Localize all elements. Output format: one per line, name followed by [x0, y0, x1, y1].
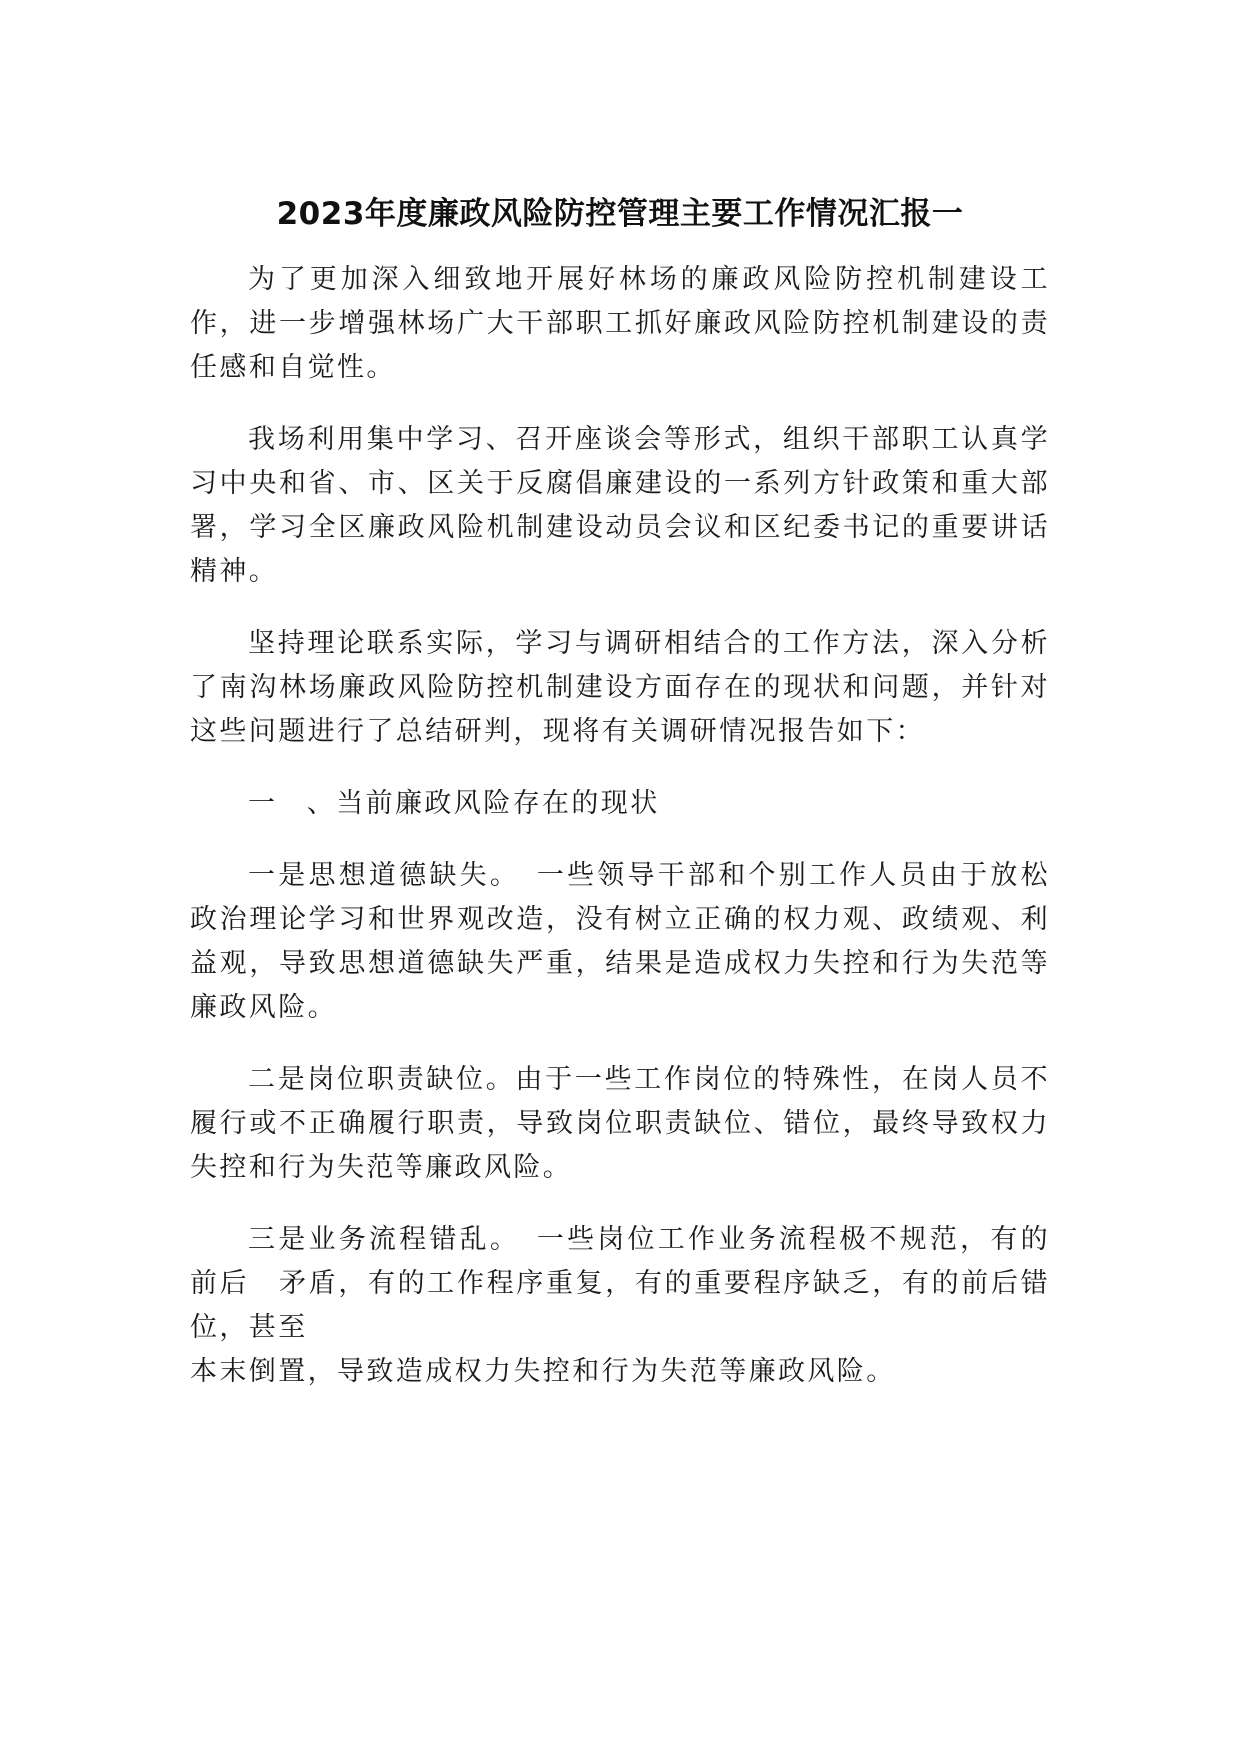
paragraph-point-three: 三是业务流程错乱。 一些岗位工作业务流程极不规范，有的前后 矛盾，有的工作程序重复，有的重要程序缺乏，有的前后错位，甚至 [190, 1224, 1050, 1343]
document-title: 2023年度廉政风险防控管理主要工作情况汇报一 [276, 196, 964, 232]
section-heading: 一 、当前廉政风险存在的现状 [248, 788, 660, 819]
paragraph-intro: 为了更加深入细致地开展好林场的廉政风险防控机制建设工作，进一步增强林场广大干部职工抓好廉政风险防控机制建设的责任感和自觉性。 [190, 264, 1050, 383]
paragraph-point-one: 一是思想道德缺失。 一些领导干部和个别工作人员由于放松政治理论学习和世界观改造，没有树立正确的权力观、政绩观、利益观，导致思想道德缺失严重，结果是造成权力失控和行为失范等廉政风险。 [190, 860, 1050, 1023]
paragraph-point-two: 二是岗位职责缺位。由于一些工作岗位的特殊性，在岗人员不履行或不正确履行职责，导致岗位职责缺位、错位，最终导致权力失控和行为失范等廉政风险。 [190, 1064, 1050, 1183]
paragraph-study: 我场利用集中学习、召开座谈会等形式，组织干部职工认真学习中央和省、市、区关于反腐倡廉建设的一系列方针政策和重大部署，学习全区廉政风险机制建设动员会议和区纪委书记的重要讲话精神。 [190, 424, 1050, 587]
document-body [190, 258, 1050, 1394]
paragraph-point-three-continued: 本末倒置，导致造成权力失控和行为失范等廉政风险。 [190, 1356, 896, 1387]
paragraph-research: 坚持理论联系实际，学习与调研相结合的工作方法，深入分析了南沟林场廉政风险防控机制建设方面存在的现状和问题，并针对这些问题进行了总结研判，现将有关调研情况报告如下： [190, 628, 1050, 747]
